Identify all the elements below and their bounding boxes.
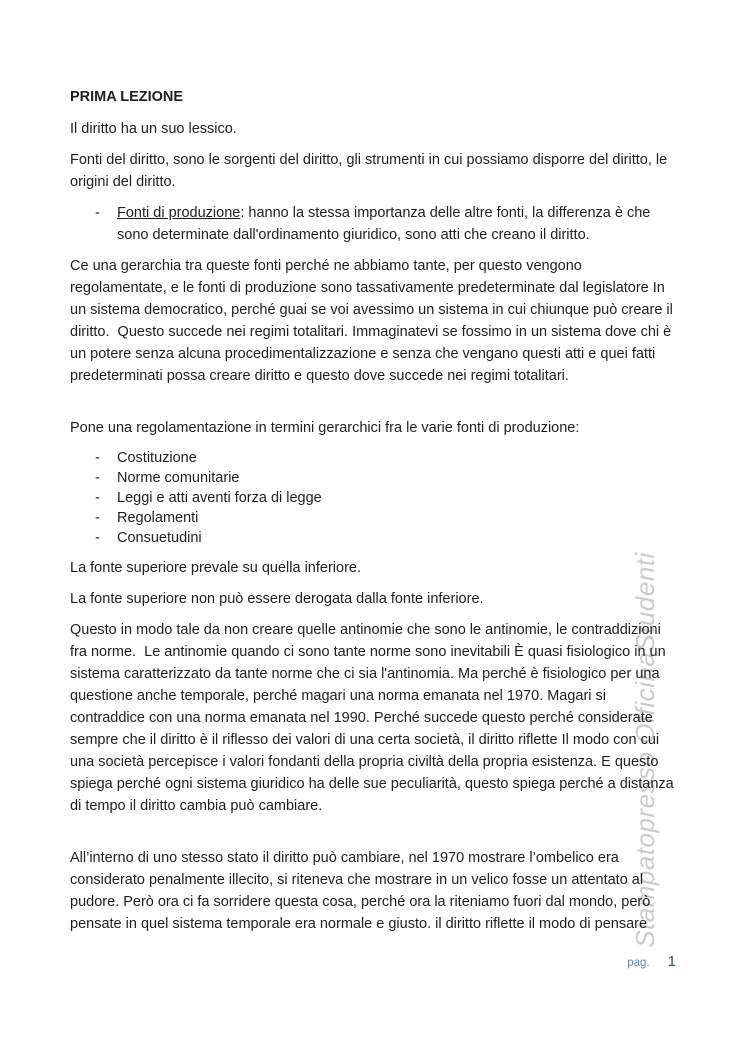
paragraph-fonti-del-diritto: Fonti del diritto, sono le sorgenti del diritto, gli strumenti in cui possiamo disporre del diritto, le origini del diritto.	[70, 152, 668, 190]
list-item-leggi: - Leggi e atti aventi forza di legge	[95, 488, 678, 508]
list-item-consuetudini: - Consuetudini	[95, 528, 678, 548]
list-item	[95, 202, 678, 246]
page-number-label: pag.	[627, 957, 650, 969]
page-footer	[627, 951, 676, 974]
paragraph-antinomie: Questo in modo tale da non creare quelle antinomie che sono le antinomie, le contraddizioni fra norme. Le antinomie quando ci sono tante norme sono inevitabili È quasi fisiologico in un sistema caratterizzato da tante norme che ci sia l'antinomia. Ma perché è fisiologico per una questione anche temporale, perché magari una norma emanata nel 1970. Magari si contraddice con una norma emanata nel 1990. Perché succede questo perché considerate sempre che il diritto è il riflesso dei valori di una certa società, il diritto riflette Il modo con cui una società percepisce i valori fondanti della propria civiltà della propria esistenza. E questo spiega perché ogni sistema giuridico ha delle sue peculiarità, questo spiega perché a distanza di tempo il diritto cambia può cambiare.	[70, 622, 674, 814]
paragraph-regolamentazione: Pone una regolamentazione in termini gerarchici fra le varie fonti di produzione:	[70, 420, 580, 436]
paragraph-fonte-prevale: La fonte superiore prevale su quella inferiore.	[70, 560, 361, 576]
watermark-text: Stampatopresso OfficinaStudenti	[630, 552, 660, 948]
list-item-costituzione: - Costituzione	[95, 448, 678, 468]
page-number-value: 1	[667, 953, 676, 970]
paragraph-fonte-derogata: La fonte superiore non può essere derogata dalla fonte inferiore.	[70, 591, 484, 607]
paragraph-gerarchia: Ce una gerarchia tra queste fonti perché ne abbiamo tante, per questo vengono regolamentate, e le fonti di produzione sono tassativamente predeterminate dal legislatore In un sistema democratico, perché guai se voi avessimo un sistema in cui chiunque può creare il diritto. Questo succede nei regimi totalitari. Immaginatevi se fossimo in un sistema dove chi è un potere senza alcuna procedimentalizzazione e senza che vengano questi atti e quei fatti predeterminati possa creare diritto e questo dove succede nei regimi totalitari.	[70, 258, 673, 384]
term-definition: : hanno la stessa importanza delle altre fonti, la differenza è che sono determinate dall'ordinamento giuridico, sono atti che creano il diritto.	[117, 205, 651, 243]
term-fonti-di-produzione: Fonti di produzione	[117, 205, 241, 221]
page-title: PRIMA LEZIONE	[70, 89, 184, 105]
list-item-regolamenti: - Regolamenti	[95, 508, 678, 528]
production-source-list	[70, 202, 678, 246]
paragraph-diritto-cambia: All’interno di uno stesso stato il diritto può cambiare, nel 1970 mostrare l’ombelico era considerato penalmente illecito, si riteneva che mostrare in un velico fosse un attentato al pudore. Però ora ci fa sorridere questa cosa, perché ora la riteniamo fuori dal mondo, però pensate in quel sistema temporale era normale e giusto. il diritto riflette il modo di pensare	[70, 850, 651, 932]
document-content	[70, 86, 678, 944]
paragraph-lessico: Il diritto ha un suo lessico.	[70, 121, 237, 137]
hierarchy-list	[70, 448, 678, 548]
list-item-norme-comunitarie: - Norme comunitarie	[95, 468, 678, 488]
